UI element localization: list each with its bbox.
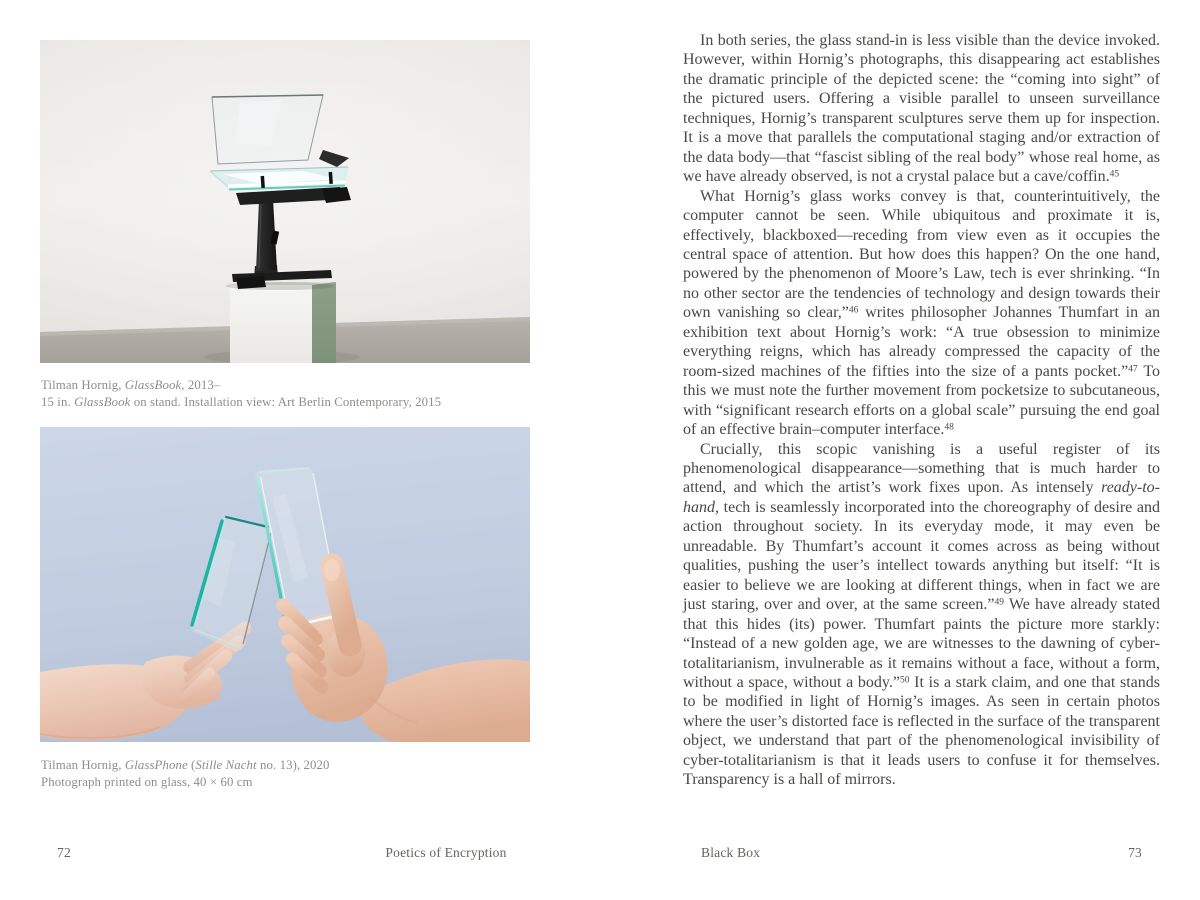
glassbook-photo <box>40 40 530 363</box>
caption-line-1: Tilman Hornig, GlassPhone (Stille Nacht no. 13), 2020 <box>41 758 330 772</box>
running-title-right: Black Box <box>701 845 761 860</box>
paragraph-1: In both series, the glass stand-in is less visible than the device invoked. However, within Hornig’s photographs, this disappearing act establishes the dramatic principle of the depicted scene: the “coming into sight” of the pictured users. Offering a visible parallel to unseen surveillance techniques, Hornig’s transparent sculptures serve them up for inspection. It is a move that parallels the computational staging and/or extraction of the data body—that “fascist sibling of the real body” whose real home, as we have already observed, is not a crystal palace but a cave/coffin.$^{45}$ <box>683 32 1160 186</box>
caption-line-1: Tilman Hornig, GlassBook, 2013– <box>41 378 221 392</box>
paragraph-2: What Hornig’s glass works convey is that, counterintuitively, the computer cannot be seen. While ubiquitous and proximate it is, effectively, blackboxed—receding from view even as it occupies the central space of attention. But how does this happen? On the one hand, powered by the phenomenon of Moore’s Law, tech is ever shrinking. “In no other sector are the tendencies of technology and design towards their own vanishing so clear,”$^{46}$ writes philosopher Johannes Thumfart in an exhibition text about Hornig’s work: “A true obsession to minimize everything reigns, which has already compressed the capacity of the room-sized machines of the fifties into the size of a pants pocket.”$^{47}$ To this we must note the further movement from pocketsize to subcutaneous, with “significant research efforts on a global scale” pursuing the end goal of an effective brain–computer interface.$^{48}$ <box>683 187 1161 439</box>
running-title-left: Poetics of Encryption <box>385 845 507 860</box>
figure-glassphone <box>40 427 530 742</box>
body-text <box>683 31 1160 790</box>
figure-glassbook <box>40 40 530 363</box>
caption-line-2: Photograph printed on glass, 40 × 60 cm <box>41 774 253 789</box>
glassphone-photo <box>40 427 530 742</box>
caption-line-2: 15 in. GlassBook on stand. Installation view: Art Berlin Contemporary, 2015 <box>41 394 442 409</box>
paragraph-3: Crucially, this scopic vanishing is a useful register of its phenomenological disappearance—something that is much harder to attend, and which the artist’s work fixes upon. As intensely ready-to-hand, tech is seamlessly incorporated into the choreography of desire and action throughout society. In its everyday mode, it may even be unreadable. By Thumfart’s account it comes across as being without qualities, pushing the user’s intellect towards anything but itself: “It is easier to believe we are looking at different things, when in fact we are just staring, over and over, at the same screen.”$^{49}$ We have already stated that this hides (its) power. Thumfart paints the picture more starkly: “Instead of a new golden age, we are witnesses to the dawning of cyber-totalitarianism, invulnerable as it remains without a face, without a form, without a space, without a body.”$^{50}$ It is a stark claim, and one that stands to be modified in light of Hornig’s images. As seen in certain photos where the user’s distorted face is reflected in the surface of the transparent object, we understand that part of the phenomenological invisibility of cyber-totalitarianism is that it leads users to confuse it for themselves. Transparency is a hall of mirrors. <box>683 440 1160 789</box>
glassphone-caption <box>41 757 581 790</box>
page-number-left: 72 <box>57 845 71 860</box>
glassbook-caption <box>41 377 581 410</box>
page-number-right: 73 <box>1128 845 1142 860</box>
